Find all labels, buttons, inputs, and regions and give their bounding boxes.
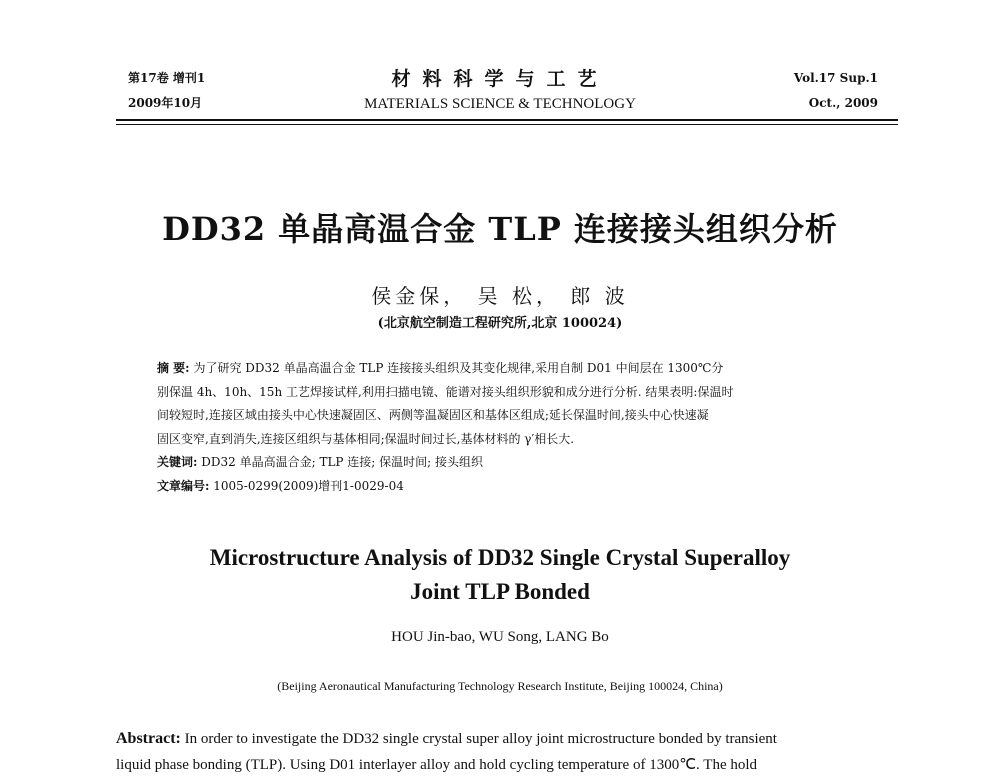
abstract-label-cn: 摘 要: — [157, 361, 190, 375]
affiliation-cn: (北京航空制造工程研究所,北京 100024) — [377, 316, 623, 331]
abstract-cn-line: 别保温 4h、10h、15h 工艺焊接试样,利用扫描电镜、能谱对接头组织形貌和成分进行分析. 结果表明:保温时 — [157, 384, 734, 399]
authors-en: HOU Jin-bao, WU Song, LANG Bo — [391, 629, 609, 645]
journal-volume-info — [128, 66, 205, 116]
journal-title-cn: 材料科学与工艺 — [391, 68, 609, 90]
header-rule-thin — [116, 124, 898, 125]
keywords-line — [157, 451, 865, 475]
abstract-cn-line — [157, 357, 865, 381]
abstract-label-en: Abstract: — [116, 730, 181, 747]
abstract-cn-line: 间较短时,连接区域由接头中心快速凝固区、两侧等温凝固区和基体区组成;延长保温时间,接头中心快速凝 — [157, 408, 709, 422]
header-rule-thick — [116, 119, 898, 121]
article-number-label: 文章编号: — [157, 478, 210, 493]
keywords-cn: DD32 单晶高温合金; TLP 连接; 保温时间; 接头组织 — [201, 455, 484, 469]
abstract-cn-block — [157, 357, 865, 498]
article-number: 1005-0299(2009)增刊1-0029-04 — [213, 478, 404, 493]
volume-issue: 第17卷 增刊1 — [128, 71, 206, 85]
affiliation-en: (Beijing Aeronautical Manufacturing Technology Research Institute, Beijing 100024, China) — [277, 679, 723, 693]
abstract-cn-text: 为了研究 DD32 单晶高温合金 TLP 连接接头组织及其变化规律,采用自制 D01 中间层在 1300℃分 — [193, 361, 724, 375]
paper-title-en — [150, 541, 850, 609]
abstract-en-text: In order to investigate the DD32 single crystal super alloy joint microstructure bonded by transient — [184, 731, 777, 747]
abstract-en — [116, 726, 898, 752]
keywords-label-cn: 关键词: — [157, 455, 198, 469]
paper-title-cn: DD32 单晶高温合金 TLP 连接接头组织分析 — [162, 210, 838, 248]
volume-issue-en: Vol.17 Sup.1 — [793, 71, 878, 85]
abstract-cn-line: 固区变窄,直到消失,连接区组织与基体相同;保温时间过长,基体材料的 γ′相长大. — [157, 431, 575, 446]
paper-title-en-line2: Joint TLP Bonded — [410, 579, 590, 604]
authors-cn: 侯金保， 吴 松， 郎 波 — [371, 284, 629, 308]
journal-volume-info-en — [794, 66, 878, 116]
abstract-en-cut-line: liquid phase bonding (TLP). Using D01 interlayer alloy and hold cycling temperature of 1300℃. The hold — [116, 757, 758, 773]
publication-date-cn: 2009年10月 — [128, 96, 203, 110]
paper-title-en-line1: Microstructure Analysis of DD32 Single Crystal Superalloy — [209, 545, 791, 570]
journal-title-en: MATERIALS SCIENCE & TECHNOLOGY — [364, 96, 636, 112]
publication-date-en: Oct., 2009 — [808, 96, 878, 110]
article-number-line — [157, 475, 865, 499]
journal-title — [330, 66, 670, 116]
